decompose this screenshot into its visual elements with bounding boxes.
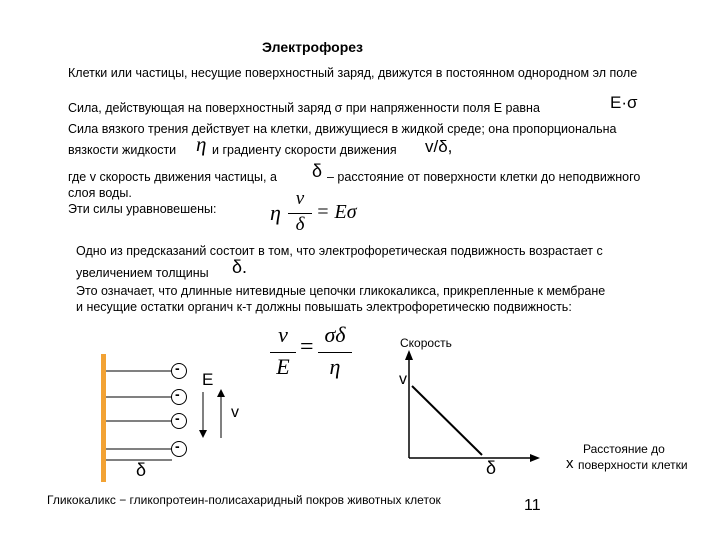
eq2-equals: = [300,334,314,360]
charge-minus: - [175,410,180,426]
text-line-4b: и градиенту скорости движения [212,143,397,157]
page-title: Электрофорез [262,39,363,55]
y-axis-arrow [405,350,413,360]
eq2-right-numerator: σδ [324,322,346,347]
text-line-1: Клетки или частицы, несущие поверхностный заряд, движутся в постоянном однородном эл поле [68,66,638,80]
graph-v-label: v [399,371,407,388]
eq1-denominator: δ [295,214,305,235]
diagram-v-label: v [231,404,239,421]
eq2-right-denominator: η [329,354,341,379]
formula-v-delta: v/δ, [425,137,453,156]
eta-symbol: η [196,132,207,156]
text-line-5a: где v скорость движения частицы, а [68,170,277,184]
graph-x-symbol: x [566,455,574,472]
footer-caption: Гликокаликс − гликопротеин-полисахаридный покров животных клеток [47,493,441,507]
delta-symbol: δ [312,161,323,181]
charge-minus: - [175,386,180,402]
formula-e-sigma: E·σ [610,93,638,112]
page-number: 11 [524,497,541,514]
para2-line-2a: увеличением толщины [76,266,209,280]
eq1-rhs: = Eσ [316,201,357,223]
text-line-5b: – расстояние от поверхности клетки до неподвижного [327,170,641,184]
para2-line-4: и несущие остатки органич к-т должны повышать электрофоретическю подвижность: [76,300,572,314]
diagram-e-label: E [202,370,214,389]
graph-y-label: Скорость [400,336,452,350]
text-line-7: Эти силы уравновешены: [68,202,217,216]
para2-line-1: Одно из предсказаний состоит в том, что электрофоретическая подвижность возрастает с [76,244,603,258]
para2-delta: δ. [232,257,248,277]
velocity-arrow-head [217,389,225,397]
graph-x-label-line2: поверхности клетки [578,458,688,472]
cell-membrane [101,354,106,482]
eq1-eta: η [270,200,281,225]
graph-x-label-line1: Расстояние до [583,442,665,456]
text-line-6: слоя воды. [68,186,132,200]
text-line-2: Сила, действующая на поверхностный заряд σ при напряженности поля E равна [68,101,540,115]
eq1-numerator: v [295,188,305,209]
graph-delta-label: δ [486,458,497,478]
charge-minus: - [175,438,180,454]
text-line-4a: вязкости жидкости [68,143,177,157]
x-axis-arrow [530,454,540,462]
diagram-delta-label: δ [136,460,147,480]
e-field-arrow-head [199,430,207,438]
charge-minus: - [175,360,180,376]
text-line-3: Сила вязкого трения действует на клетки, движущиеся в жидкой среде; она пропорциональна [68,122,617,136]
para2-line-3: Это означает, что длинные нитевидные цепочки гликокаликса, прикрепленные к мембране [76,284,606,298]
eq2-left-numerator: v [278,322,288,347]
eq2-left-denominator: E [276,354,290,379]
velocity-profile-line [412,386,482,455]
